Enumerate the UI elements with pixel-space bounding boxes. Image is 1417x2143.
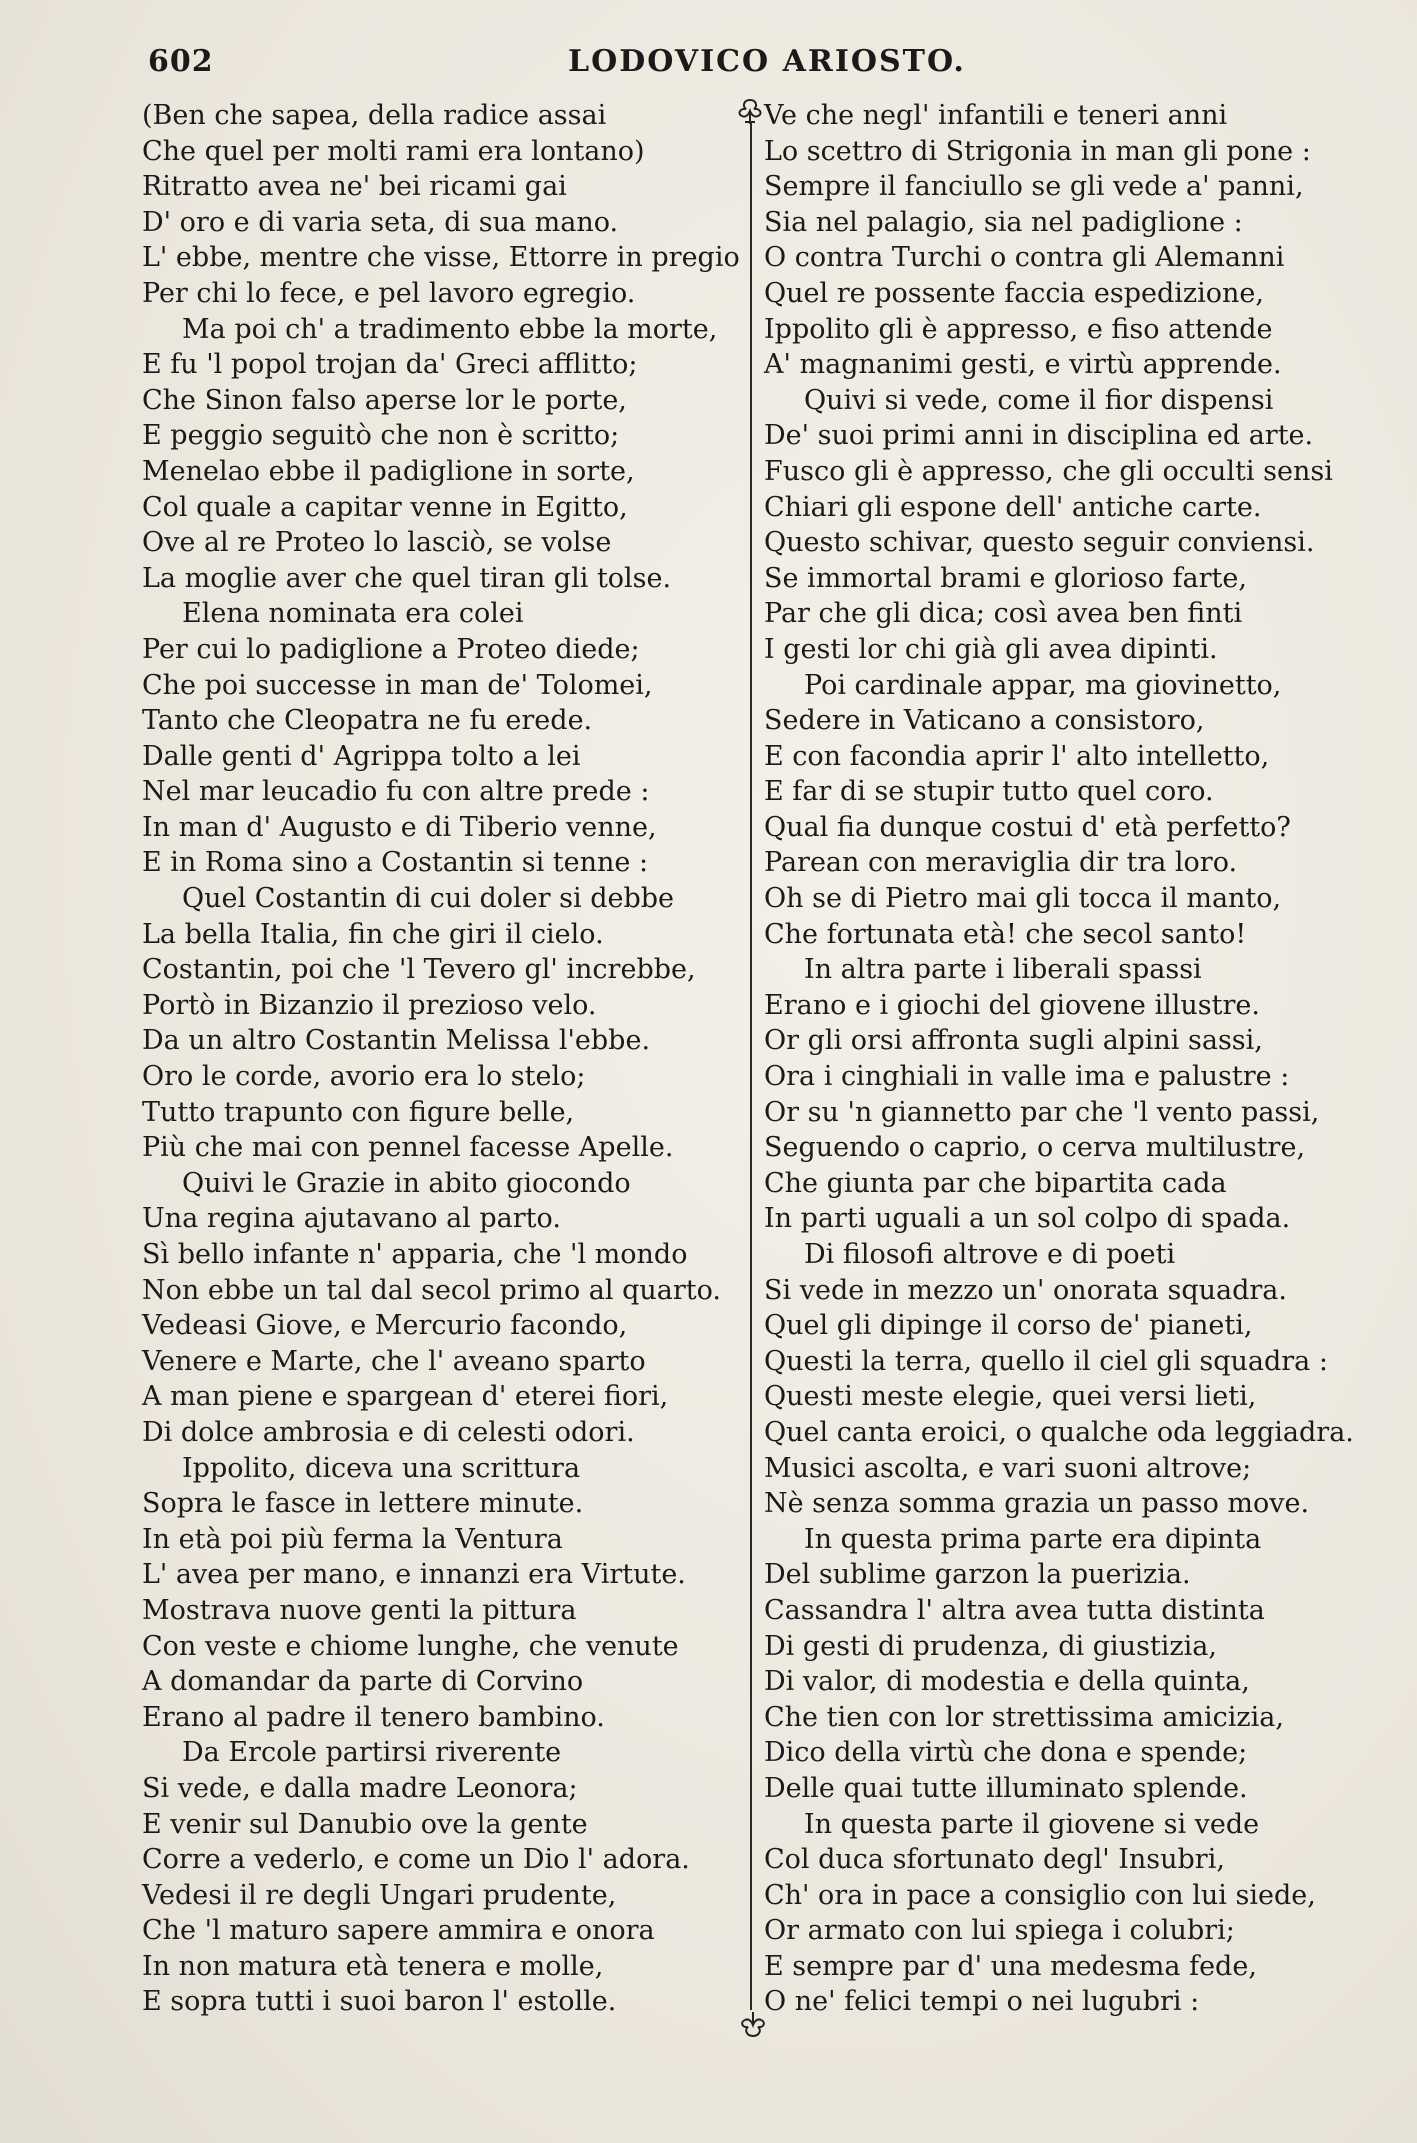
verse-line: E venir sul Danubio ove la gente: [142, 1808, 588, 1840]
verse-line: Questi meste elegie, quei versi lieti,: [764, 1381, 1257, 1413]
verse-line: La bella Italia, fin che giri il cielo.: [142, 918, 604, 950]
verse-line: E sopra tutti i suoi baron l' estolle.: [142, 1986, 617, 2018]
verse-line: E con facondia aprir l' alto intelletto,: [764, 740, 1270, 772]
verse-line: Che tien con lor strettissima amicizia,: [764, 1701, 1284, 1733]
verse-line: Fusco gli è appresso, che gli occulti sensi: [764, 455, 1333, 487]
verse-line: De' suoi primi anni in disciplina ed arte.: [764, 420, 1314, 452]
verse-line: A' magnanimi gesti, e virtù apprende.: [764, 349, 1282, 381]
verse-line: Ippolito, diceva una scrittura: [182, 1452, 581, 1484]
verse-line: Vedeasi Giove, e Mercurio facondo,: [142, 1310, 628, 1342]
verse-line: O ne' felici tempi o nei lugubri :: [764, 1986, 1200, 2018]
verse-line: Che 'l maturo sapere ammira e onora: [142, 1915, 655, 1947]
verse-line: Erano e i giochi del giovene illustre.: [764, 989, 1260, 1021]
column-divider-rule: [750, 122, 752, 2010]
left-column: [142, 98, 742, 2020]
verse-line: In man d' Augusto e di Tiberio venne,: [142, 811, 657, 843]
verse-line: Poi cardinale appar, ma giovinetto,: [804, 669, 1282, 701]
verse-line: Quel gli dipinge il corso de' pianeti,: [764, 1310, 1253, 1342]
verse-line: Chiari gli espone dell' antiche carte.: [764, 491, 1262, 523]
verse-line: I gesti lor chi già gli avea dipinti.: [764, 633, 1218, 665]
verse-line: Or su 'n giannetto par che 'l vento passi,: [764, 1096, 1320, 1128]
verse-line: Si vede, e dalla madre Leonora;: [142, 1772, 578, 1804]
verse-line: Sempre il fanciullo se gli vede a' panni,: [764, 171, 1304, 203]
running-title: LODOVICO ARIOSTO.: [568, 44, 966, 79]
verse-line: Di gesti di prudenza, di giustizia,: [764, 1630, 1217, 1662]
verse-line: In altra parte i liberali spassi: [804, 954, 1202, 986]
verse-line: Ove al re Proteo lo lasciò, se volse: [142, 527, 612, 559]
verse-line: Seguendo o caprio, o cerva multilustre,: [764, 1132, 1306, 1164]
verse-line: Ma poi ch' a tradimento ebbe la morte,: [182, 313, 718, 345]
verse-line: Da Ercole partirsi riverente: [182, 1737, 562, 1769]
verse-line: Di valor, di modestia e della quinta,: [764, 1666, 1250, 1698]
verse-line: Se immortal brami e glorioso farte,: [764, 562, 1247, 594]
verse-line: Corre a vederlo, e come un Dio l' adora.: [142, 1844, 690, 1876]
verse-line: Menelao ebbe il padiglione in sorte,: [142, 455, 635, 487]
verse-line: Col quale a capitar venne in Egitto,: [142, 491, 628, 523]
verse-line: Da un altro Costantin Melissa l'ebbe.: [142, 1025, 651, 1057]
page-number: 602: [148, 44, 214, 79]
verse-line: Vedesi il re degli Ungari prudente,: [142, 1879, 617, 1911]
verse-line: Qual fia dunque costui d' età perfetto?: [764, 811, 1291, 843]
verse-line: Venere e Marte, che l' aveano sparto: [142, 1345, 646, 1377]
verse-line: Quivi si vede, come il fior dispensi: [804, 384, 1274, 416]
verse-line: Tutto trapunto con figure belle,: [142, 1096, 575, 1128]
verse-line: Dalle genti d' Agrippa tolto a lei: [142, 740, 581, 772]
verse-line: Cassandra l' altra avea tutta distinta: [764, 1594, 1265, 1626]
verse-line: Quel canta eroici, o qualche oda leggiadra.: [764, 1416, 1354, 1448]
verse-line: Ritratto avea ne' bei ricami gai: [142, 171, 567, 203]
verse-line: Sì bello infante n' apparia, che 'l mondo: [142, 1239, 688, 1270]
verse-line: Si vede in mezzo un' onorata squadra.: [764, 1274, 1287, 1306]
verse-line: A man piene e spargean d' eterei fiori,: [142, 1381, 669, 1413]
verse-line: Quel re possente faccia espedizione,: [764, 277, 1264, 309]
verse-line: (Ben che sapea, della radice assai: [142, 100, 607, 131]
verse-line: Non ebbe un tal dal secol primo al quarto.: [142, 1274, 721, 1306]
verse-line: Di filosofi altrove e di poeti: [804, 1239, 1176, 1270]
verse-line: A domandar da parte di Corvino: [142, 1666, 584, 1698]
verse-line: La moglie aver che quel tiran gli tolse.: [142, 562, 672, 594]
verse-line: E sempre par d' una medesma fede,: [764, 1950, 1257, 1982]
verse-line: E in Roma sino a Costantin si tenne :: [142, 847, 649, 879]
verse-line: Quivi le Grazie in abito giocondo: [182, 1167, 631, 1199]
verse-line: Or armato con lui spiega i colubri;: [764, 1915, 1235, 1947]
verse-line: Nel mar leucadio fu con altre prede :: [142, 776, 650, 808]
verse-line: Par che gli dica; così avea ben finti: [764, 598, 1243, 630]
verse-line: Di dolce ambrosia e di celesti odori.: [142, 1416, 635, 1448]
verse-line: Quel Costantin di cui doler si debbe: [182, 883, 675, 915]
verse-line: Elena nominata era colei: [182, 598, 524, 630]
page-header: [148, 44, 1348, 96]
verse-line: L' avea per mano, e innanzi era Virtute.: [142, 1559, 686, 1591]
verse-line: Ch' ora in pace a consiglio con lui siede,: [764, 1879, 1316, 1911]
verse-line: Che quel per molti rami era lontano): [142, 135, 645, 167]
verse-line: Ippolito gli è appresso, e fiso attende: [764, 313, 1273, 345]
verse-line: Tanto che Cleopatra ne fu erede.: [142, 705, 593, 737]
verse-line: Nè senza somma grazia un passo move.: [764, 1488, 1310, 1520]
verse-line: In età poi più ferma la Ventura: [142, 1523, 563, 1555]
verse-line: Per chi lo fece, e pel lavoro egregio.: [142, 277, 636, 309]
verse-line: Mostrava nuove genti la pittura: [142, 1594, 577, 1626]
verse-line: Col duca sfortunato degl' Insubri,: [764, 1844, 1225, 1876]
right-column: [764, 98, 1374, 2020]
verse-line: Sia nel palagio, sia nel padiglione :: [764, 206, 1243, 238]
verse-line: D' oro e di varia seta, di sua mano.: [142, 206, 619, 238]
verse-line: In non matura età tenera e molle,: [142, 1950, 604, 1982]
verse-line: Sedere in Vaticano a consistoro,: [764, 705, 1205, 737]
verse-line: Del sublime garzon la puerizia.: [764, 1559, 1191, 1591]
verse-line: Parean con meraviglia dir tra loro.: [764, 847, 1238, 879]
verse-line: Più che mai con pennel facesse Apelle.: [142, 1132, 674, 1164]
verse-line: O contra Turchi o contra gli Alemanni: [764, 242, 1285, 274]
verse-line: Che fortunata età! che secol santo!: [764, 918, 1247, 950]
verse-line: E peggio seguitò che non è scritto;: [142, 420, 620, 452]
verse-line: In questa parte il giovene si vede: [804, 1808, 1260, 1840]
verse-line: Lo scettro di Strigonia in man gli pone :: [764, 135, 1311, 167]
verse-line: Dico della virtù che dona e spende;: [764, 1737, 1248, 1769]
verse-line: Per cui lo padiglione a Proteo diede;: [142, 633, 640, 665]
verse-line: Costantin, poi che 'l Tevero gl' increbbe,: [142, 954, 696, 986]
verse-line: Che giunta par che bipartita cada: [764, 1167, 1227, 1199]
verse-line: L' ebbe, mentre che visse, Ettorre in pregio: [142, 242, 740, 274]
verse-line: Con veste e chiome lunghe, che venute: [142, 1630, 679, 1662]
verse-line: Or gli orsi affronta sugli alpini sassi,: [764, 1025, 1263, 1057]
verse-line: Che poi successe in man de' Tolomei,: [142, 669, 653, 701]
verse-line: Delle quai tutte illuminato splende.: [764, 1772, 1248, 1804]
verse-line: E fu 'l popol trojan da' Greci afflitto;: [142, 349, 638, 381]
verse-line: Ora i cinghiali in valle ima e palustre :: [764, 1061, 1290, 1093]
verse-line: Sopra le fasce in lettere minute.: [142, 1488, 584, 1520]
verse-line: Musici ascolta, e vari suoni altrove;: [764, 1452, 1252, 1484]
verse-line: Questi la terra, quello il ciel gli squadra :: [764, 1345, 1328, 1377]
verse-line: Oh se di Pietro mai gli tocca il manto,: [764, 883, 1282, 915]
verse-line: In parti uguali a un sol colpo di spada.: [764, 1203, 1291, 1235]
verse-line: Oro le corde, avorio era lo stelo;: [142, 1061, 586, 1093]
verse-line: Questo schivar, questo seguir conviensi.: [764, 527, 1315, 559]
verse-line: Portò in Bizanzio il prezioso velo.: [142, 989, 597, 1021]
verse-line: In questa prima parte era dipinta: [804, 1523, 1262, 1555]
verse-line: Che Sinon falso aperse lor le porte,: [142, 384, 627, 416]
verse-line: E far di se stupir tutto quel coro.: [764, 776, 1214, 808]
verse-line: Erano al padre il tenero bambino.: [142, 1701, 605, 1733]
verse-line: Ve che negl' infantili e teneri anni: [764, 100, 1228, 131]
verse-line: Una regina ajutavano al parto.: [142, 1203, 561, 1235]
